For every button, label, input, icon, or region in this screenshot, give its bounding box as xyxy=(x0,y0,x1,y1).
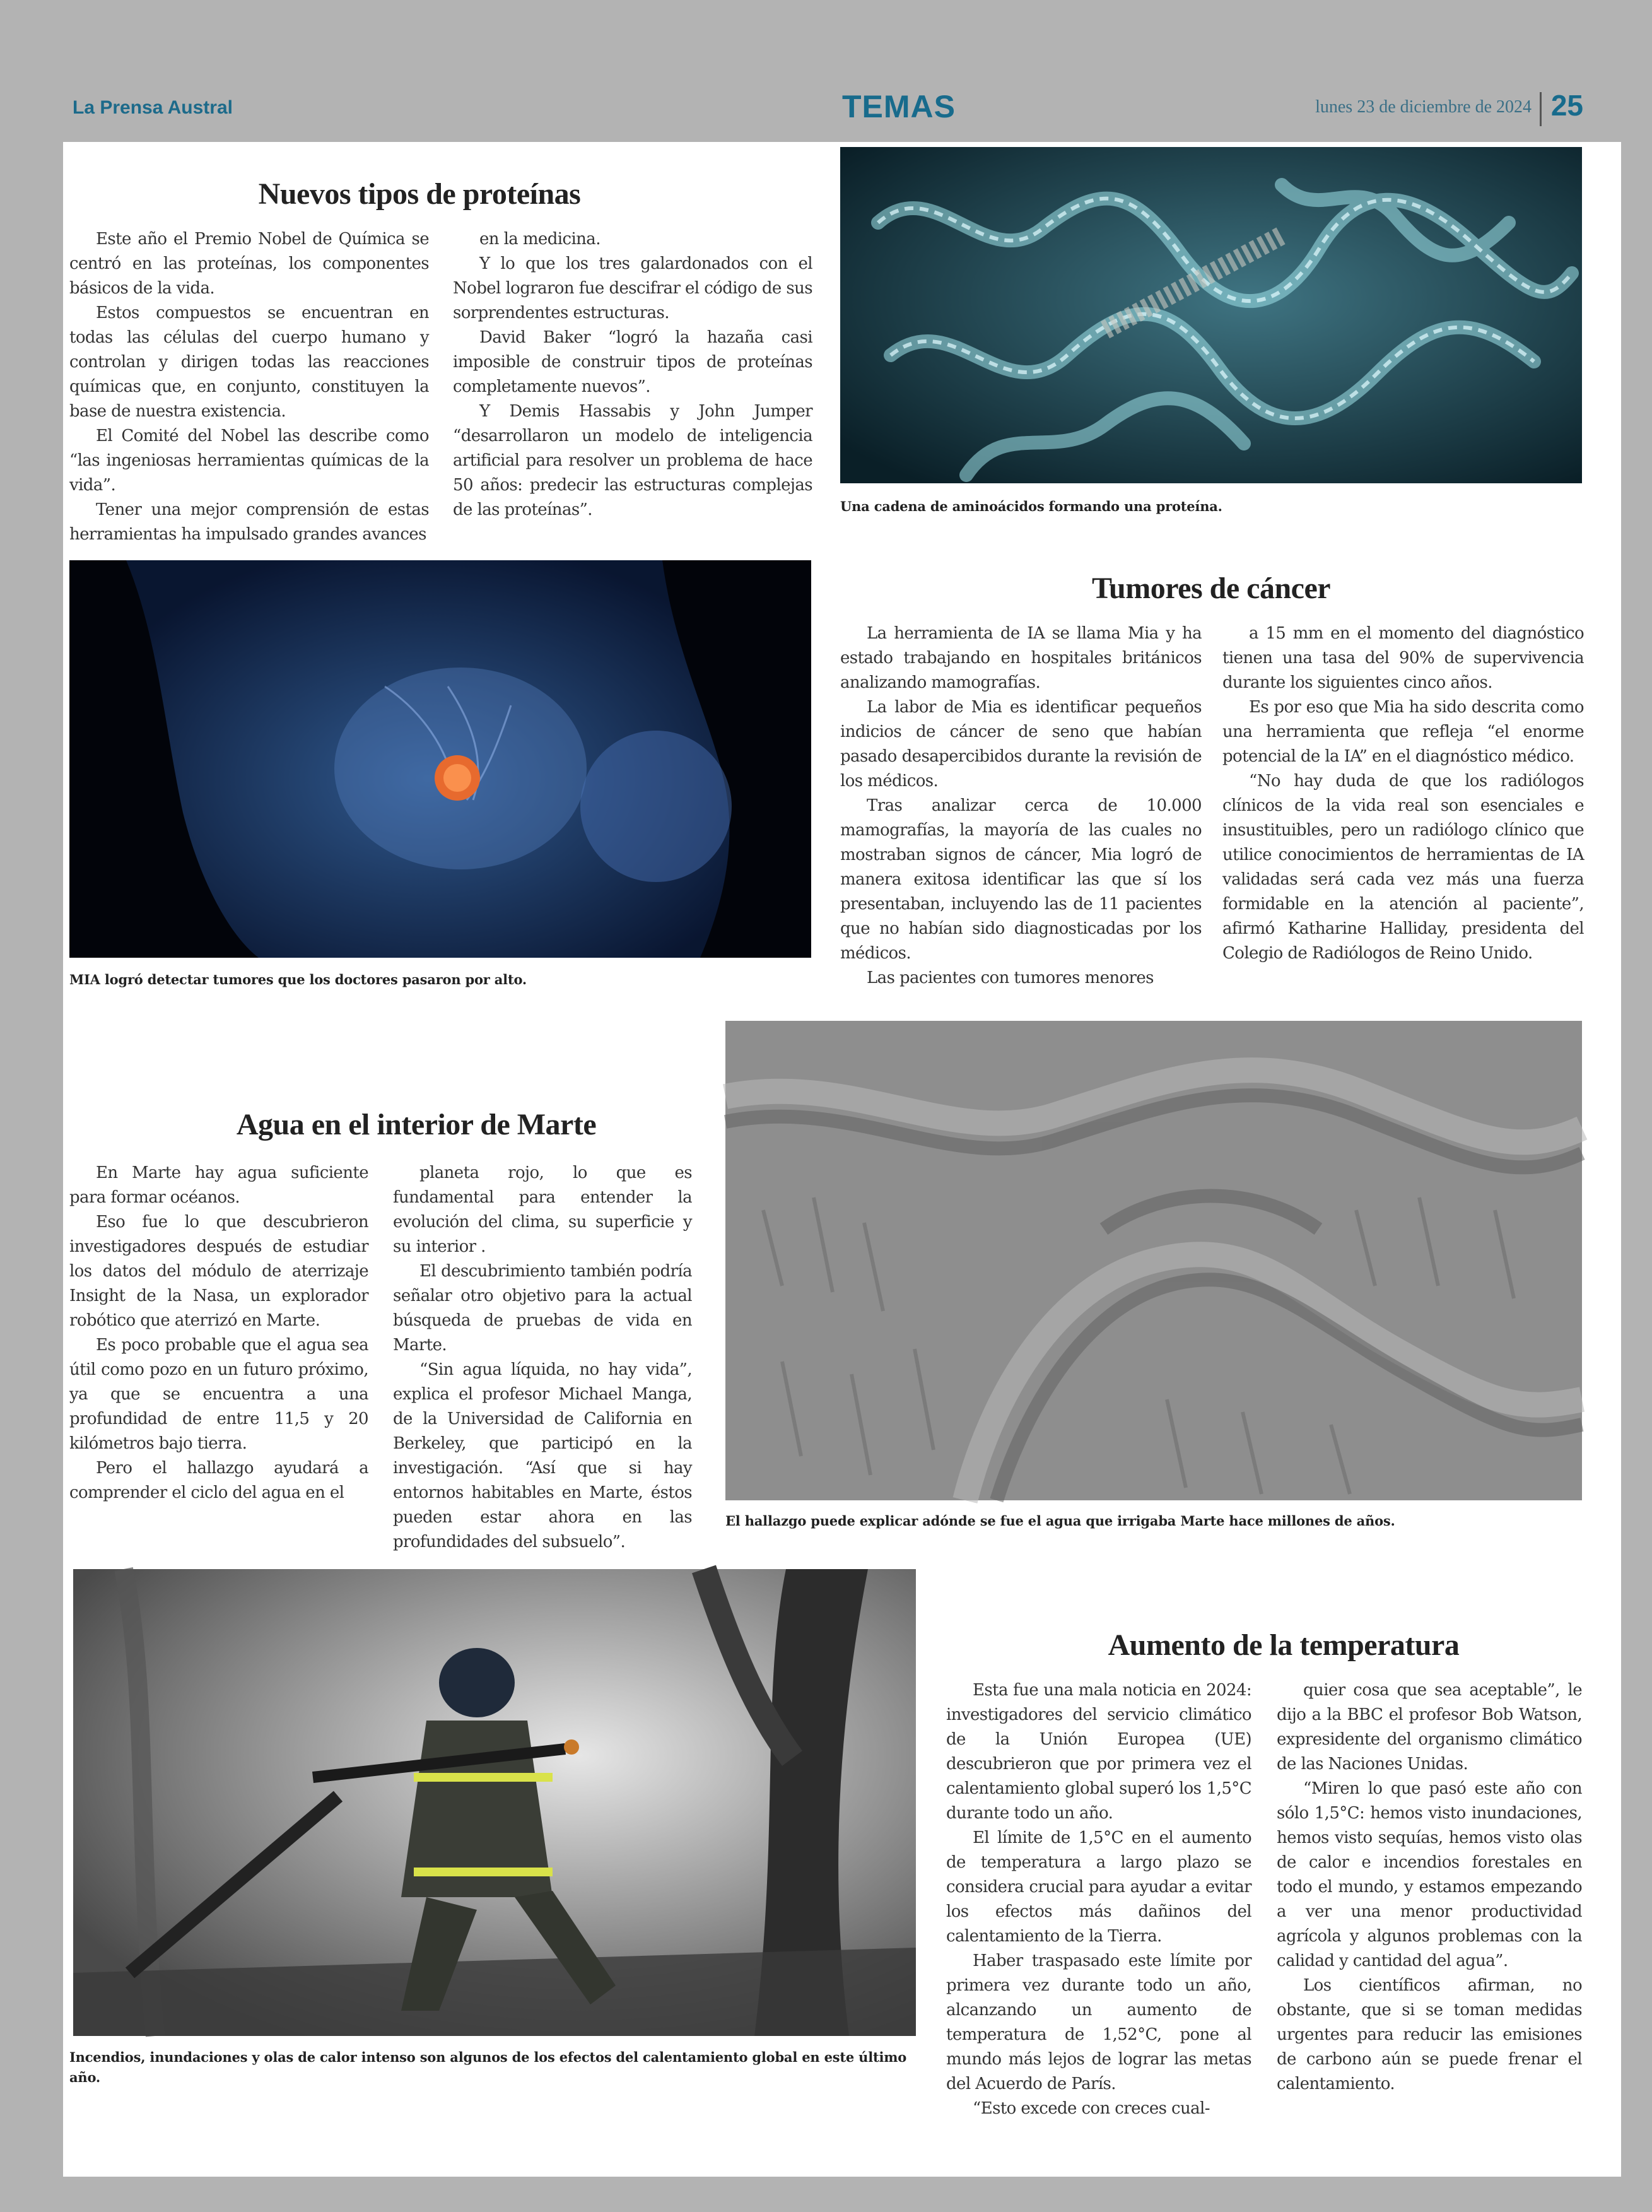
wildfire-photo xyxy=(73,1569,916,2036)
firefighter-illustration xyxy=(73,1569,916,2036)
torso-illustration xyxy=(69,560,811,958)
paragraph: Estos compuestos se encuentran en todas las células del cuerpo humano y controlan y dirigen todas las reacciones químicas que, en conjunto, constituyen la base de nuestra existencia. xyxy=(69,303,429,421)
paragraph: Eso fue lo que descubrieron investigadores después de estudiar los datos del módulo de aterrizaje Insight de la Nasa, un explorador robótico que aterrizó en Marte. xyxy=(69,1213,368,1330)
article-temperatura-col2 xyxy=(1277,1678,1582,2170)
page-sheet xyxy=(63,142,1621,2177)
mammography-photo xyxy=(69,560,811,958)
paragraph: “Esto excede con creces cual- xyxy=(973,2099,1210,2118)
paragraph: Los científicos afirman, no obstante, que si se toman medidas urgentes para reducir las emisiones de carbono aún se puede frenar el calentamiento. xyxy=(1277,1976,1582,2093)
article-cancer-col1 xyxy=(840,621,1202,987)
paragraph: “Sin agua líquida, no hay vida”, explica el profesor Michael Manga, de la Universidad de California en Berkeley, que participó en la investigación. “Así que si hay entornos habitables en Marte, éstos pueden estar ahora en las profundidades del subsuelo”. xyxy=(393,1360,692,1551)
protein-photo xyxy=(840,147,1582,483)
header-divider xyxy=(1540,92,1542,126)
paragraph: En Marte hay agua suficiente para formar océanos. xyxy=(69,1163,368,1207)
paragraph: en la medicina. xyxy=(479,230,600,249)
paragraph: “No hay duda de que los radiólogos clínicos de la vida real son esenciales e insustituibles, pero un radiólogo clínico que utilice conocimientos de herramientas de IA validadas será cada vez más una fuerza formidable en la atención al paciente”, afirmó Katharine Halliday, presidenta del Colegio de Radiólogos de Reino Unido. xyxy=(1222,772,1584,963)
paragraph: Tener una mejor comprensión de estas herramientas ha impulsado grandes avances xyxy=(69,500,429,544)
article-marte-col1 xyxy=(69,1161,368,1527)
paragraph: Este año el Premio Nobel de Química se centró en las proteínas, los componentes básicos de la vida. xyxy=(69,230,429,298)
paragraph: Y Demis Hassabis y John Jumper “desarrollaron un modelo de inteligencia artificial para resolver un problema de hace 50 años: predecir las estructuras complejas de las proteínas”. xyxy=(453,402,812,519)
caption-marte: El hallazgo puede explicar adónde se fue el agua que irrigaba Marte hace millones de años. xyxy=(725,1513,1395,1529)
paragraph: quier cosa que sea aceptable”, le dijo a la BBC el profesor Bob Watson, expresidente del organismo climático de las Naciones Unidas. xyxy=(1277,1681,1582,1774)
article-temperatura-col1 xyxy=(946,1678,1251,2170)
paragraph: Esta fue una mala noticia en 2024: investigadores del servicio climático de la Unión Europea (UE) descubrieron que por primera vez el calentamiento global superó los 1,5°C durante todo un año. xyxy=(946,1681,1251,1823)
paragraph: Tras analizar cerca de 10.000 mamografías, la mayoría de las cuales no mostraban signos de cáncer, Mia logró de manera exitosa identificar las que sí los presentaban, incluyendo las de 11 pacientes que no habían sido diagnosticadas por los médicos. xyxy=(840,796,1202,963)
protein-illustration xyxy=(840,147,1582,483)
issue-date: lunes 23 de diciembre de 2024 xyxy=(1315,97,1532,117)
paragraph: Y lo que los tres galardonados con el Nobel lograron fue descifrar el código de sus sorprendentes estructuras. xyxy=(453,254,812,322)
paragraph: planeta rojo, lo que es fundamental para entender la evolución del clima, su superficie y su interior . xyxy=(393,1163,692,1256)
article-cancer-col2 xyxy=(1222,621,1584,962)
paragraph: El Comité del Nobel las describe como “las ingeniosas herramientas químicas de la vida”. xyxy=(69,427,429,495)
caption-proteinas: Una cadena de aminoácidos formando una proteína. xyxy=(840,498,1222,514)
paragraph: El descubrimiento también podría señalar otro objetivo para la actual búsqueda de pruebas de vida en Marte. xyxy=(393,1262,692,1355)
caption-temperatura: Incendios, inundaciones y olas de calor intenso son algunos de los efectos del calentamiento global en este último año. xyxy=(69,2049,907,2085)
mars-terrain-illustration xyxy=(725,1021,1582,1500)
paragraph: “Miren lo que pasó este año con sólo 1,5°C: hemos visto inundaciones, hemos visto sequías, hemos visto olas de calor e incendios forestales en todo el mundo, y estamos empezando a ver una menor productividad agrícola y algunos problemas con la calidad y cantidad del agua”. xyxy=(1277,1779,1582,1970)
paragraph: Haber traspasado este límite por primera vez durante todo un año, alcanzando un aumento de temperatura de 1,52°C, pone al mundo más lejos de lograr las metas del Acuerdo de París. xyxy=(946,1951,1251,2093)
headline-marte: Agua en el interior de Marte xyxy=(236,1108,597,1141)
headline-proteinas: Nuevos tipos de proteínas xyxy=(258,177,581,211)
paragraph: La herramienta de IA se llama Mia y ha estado trabajando en hospitales británicos analizando mamografías. xyxy=(840,624,1202,692)
section-title: TEMAS xyxy=(842,89,956,124)
paragraph: a 15 mm en el momento del diagnóstico tienen una tasa del 90% de supervivencia durante los siguientes cinco años. xyxy=(1222,624,1584,692)
paragraph: Es por eso que Mia ha sido descrita como una herramienta que refleja “el enorme potencial de la IA” en el diagnóstico médico. xyxy=(1222,698,1584,766)
paragraph: La labor de Mia es identificar pequeños indicios de cáncer de seno que habían pasado desapercibidos durante la revisión de los médicos. xyxy=(840,698,1202,791)
headline-cancer: Tumores de cáncer xyxy=(1091,572,1331,605)
paragraph: El límite de 1,5°C en el aumento de temperatura a largo plazo se considera crucial para ayudar a evitar los efectos más dañinos del calentamiento de la Tierra. xyxy=(946,1828,1251,1946)
publication-name: La Prensa Austral xyxy=(73,97,233,118)
headline-temperatura: Aumento de la temperatura xyxy=(1108,1628,1460,1662)
mars-photo xyxy=(725,1021,1582,1500)
caption-cancer: MIA logró detectar tumores que los doctores pasaron por alto. xyxy=(69,972,527,987)
paragraph: Pero el hallazgo ayudará a comprender el ciclo del agua en el xyxy=(69,1459,368,1502)
paragraph: Es poco probable que el agua sea útil como pozo en un futuro próximo, ya que se encuentra a una profundidad de entre 11,5 y 20 kilómetros bajo tierra. xyxy=(69,1336,368,1453)
page-header xyxy=(73,88,1583,144)
paragraph: David Baker “logró la hazaña casi imposible de construir tipos de proteínas completamente nuevos”. xyxy=(453,328,812,396)
article-marte-col2 xyxy=(393,1161,692,1551)
paragraph: Las pacientes con tumores menores xyxy=(867,968,1154,987)
page-number: 25 xyxy=(1550,89,1583,122)
